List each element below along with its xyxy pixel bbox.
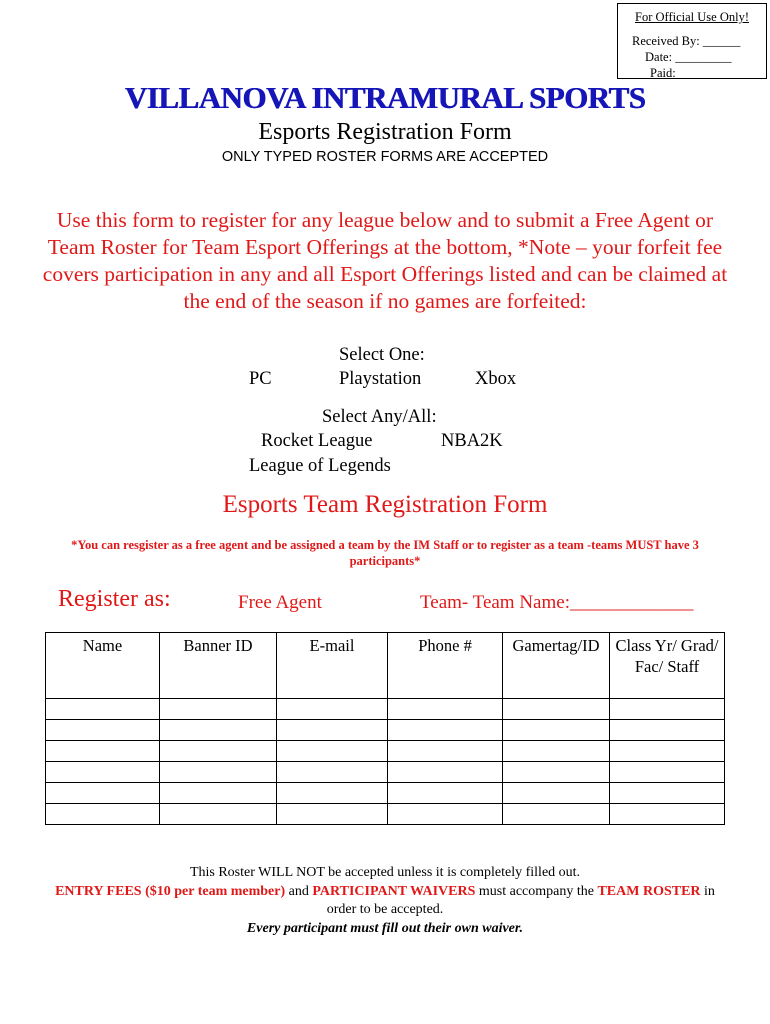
roster-cell[interactable] <box>503 720 610 741</box>
roster-cell[interactable] <box>503 804 610 825</box>
platform-option-playstation[interactable]: Playstation <box>339 369 422 389</box>
column-header-gamertag: Gamertag/ID <box>503 633 610 699</box>
column-header-phone: Phone # <box>388 633 503 699</box>
roster-cell[interactable] <box>388 720 503 741</box>
team-registration-note: *You can resgister as a free agent and be assigned a team by the IM Staff or to register as a team -teams MUST have 3 participants* <box>71 538 699 568</box>
in-order-text: in order to be accepted. <box>326 883 715 917</box>
platform-select-heading: Select One: <box>339 345 425 365</box>
roster-cell[interactable] <box>46 783 160 804</box>
roster-row <box>46 720 725 741</box>
roster-cell[interactable] <box>160 804 277 825</box>
roster-cell[interactable] <box>610 720 725 741</box>
roster-body <box>46 699 725 825</box>
page-title: VILLANOVA INTRAMURAL SPORTS <box>124 80 646 115</box>
column-header-class-year: Class Yr/ Grad/ Fac/ Staff <box>610 633 725 699</box>
team-roster-text: TEAM ROSTER <box>597 883 701 899</box>
team-name-field[interactable]: Team- Team Name:_____________ <box>420 592 694 613</box>
footer-line-fees <box>40 883 730 920</box>
roster-cell[interactable] <box>503 741 610 762</box>
roster-row <box>46 762 725 783</box>
footer-notice <box>40 864 730 938</box>
roster-cell[interactable] <box>610 783 725 804</box>
roster-header-row <box>46 633 725 699</box>
paid-field: Paid: <box>650 66 676 79</box>
roster-cell[interactable] <box>46 720 160 741</box>
free-agent-option[interactable]: Free Agent <box>238 592 322 613</box>
entry-fees-text: ENTRY FEES ($10 per team member) <box>55 883 286 899</box>
date-field: Date: _________ <box>645 50 732 64</box>
roster-cell[interactable] <box>388 804 503 825</box>
roster-cell[interactable] <box>610 741 725 762</box>
roster-cell[interactable] <box>46 699 160 720</box>
roster-cell[interactable] <box>277 804 388 825</box>
platform-option-pc[interactable]: PC <box>249 369 272 389</box>
received-by-field: Received By: ______ <box>632 34 741 48</box>
roster-cell[interactable] <box>610 804 725 825</box>
roster-cell[interactable] <box>160 720 277 741</box>
roster-cell[interactable] <box>160 741 277 762</box>
roster-row <box>46 804 725 825</box>
roster-cell[interactable] <box>46 762 160 783</box>
form-subtitle: Esports Registration Form <box>258 119 512 145</box>
roster-cell[interactable] <box>388 762 503 783</box>
official-use-box <box>617 3 767 79</box>
roster-table <box>45 632 725 825</box>
roster-cell[interactable] <box>277 699 388 720</box>
roster-cell[interactable] <box>610 762 725 783</box>
roster-cell[interactable] <box>388 741 503 762</box>
game-select-heading: Select Any/All: <box>322 407 437 427</box>
register-as-label: Register as: <box>58 586 171 612</box>
typed-forms-note: ONLY TYPED ROSTER FORMS ARE ACCEPTED <box>221 149 549 165</box>
must-accompany-text: must accompany the <box>475 883 598 899</box>
roster-cell[interactable] <box>277 783 388 804</box>
roster-cell[interactable] <box>503 762 610 783</box>
intro-paragraph: Use this form to register for any league below and to submit a Free Agent or Team Roster for Team Esport Offerings at the bottom, *Note – your forfeit fee covers participation in any and all Esport Offerings listed and can be claimed at the end of the season if no games are forfeited: <box>42 208 728 313</box>
roster-cell[interactable] <box>46 741 160 762</box>
team-registration-heading: Esports Team Registration Form <box>222 491 548 518</box>
roster-row <box>46 783 725 804</box>
roster-cell[interactable] <box>277 741 388 762</box>
roster-cell[interactable] <box>503 783 610 804</box>
roster-cell[interactable] <box>277 762 388 783</box>
footer-line-completeness: This Roster WILL NOT be accepted unless it is completely filled out. <box>189 865 581 880</box>
roster-row <box>46 699 725 720</box>
column-header-name: Name <box>46 633 160 699</box>
roster-cell[interactable] <box>160 699 277 720</box>
roster-cell[interactable] <box>46 804 160 825</box>
game-option-league-of-legends[interactable]: League of Legends <box>249 456 391 476</box>
roster-cell[interactable] <box>610 699 725 720</box>
waivers-text: PARTICIPANT WAIVERS <box>312 883 476 899</box>
roster-cell[interactable] <box>277 720 388 741</box>
column-header-banner-id: Banner ID <box>160 633 277 699</box>
roster-cell[interactable] <box>503 699 610 720</box>
game-option-rocket-league[interactable]: Rocket League <box>261 431 373 451</box>
official-use-title: For Official Use Only! <box>635 10 749 24</box>
footer-waiver-line: Every participant must fill out their own waiver. <box>246 920 524 936</box>
column-header-email: E-mail <box>277 633 388 699</box>
and-text: and <box>285 883 313 899</box>
platform-option-xbox[interactable]: Xbox <box>475 369 517 389</box>
game-option-nba2k[interactable]: NBA2K <box>441 431 503 451</box>
roster-cell[interactable] <box>388 699 503 720</box>
roster-cell[interactable] <box>160 783 277 804</box>
roster-cell[interactable] <box>160 762 277 783</box>
roster-row <box>46 741 725 762</box>
roster-cell[interactable] <box>388 783 503 804</box>
